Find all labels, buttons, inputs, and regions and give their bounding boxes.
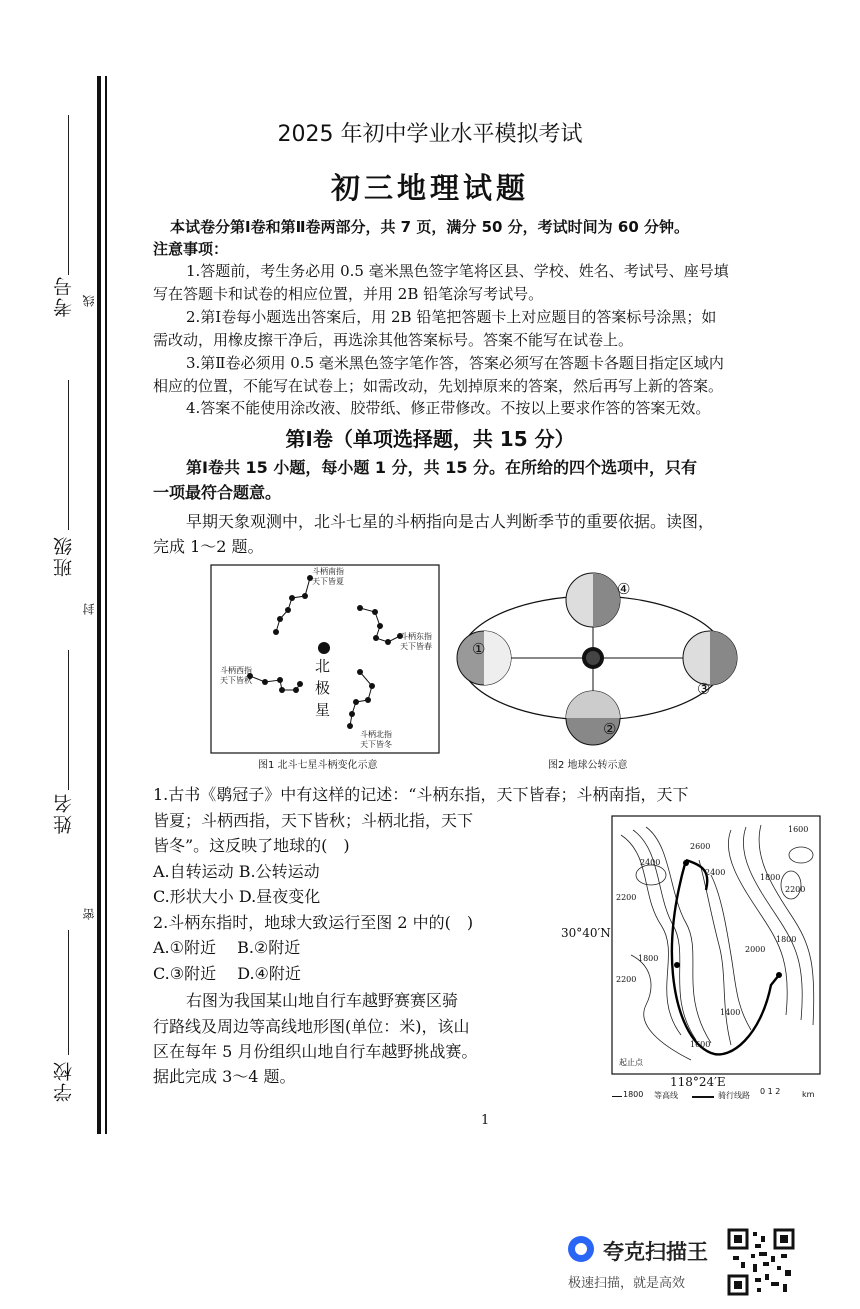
context1-line-1: 早期天象观测中，北斗七星的斗柄指向是古人判断季节的重要依据。读图， [186, 512, 715, 531]
polaris-label: 北极星 [315, 657, 331, 719]
notice-line-4: 需改动，用橡皮擦干净后，再选涂其他答案标号。答案不能写在试卷上。 [153, 331, 634, 349]
exam-intro: 本试卷分第Ⅰ卷和第Ⅱ卷两部分，共 7 页，满分 50 分，考试时间为 60 分钟。 [170, 218, 689, 236]
notice-line-7: 4.答案不能使用涂改液、胶带纸、修正带修改。不按以上要求作答的答案无效。 [186, 399, 711, 417]
q1-options-ab: A.自转运动 B.公转运动 [153, 862, 320, 881]
fig1-label-south: 斗柄南指 天下皆夏 [312, 567, 344, 586]
notice-line-6: 相应的位置，不能写在试卷上；如需改动，先划掉原来的答案，然后再写上新的答案。 [153, 377, 724, 395]
watermark-brand: 夸克扫描王 [603, 1240, 708, 1264]
exam-no-label: 考号 [53, 275, 75, 317]
qr-code-icon [727, 1228, 795, 1296]
q1-options-cd: C.形状大小 D.昼夜变化 [153, 887, 321, 906]
contour-map [611, 815, 821, 1075]
map-legend [612, 1087, 822, 1104]
fig1-label-north: 斗柄北指 天下皆冬 [360, 730, 392, 749]
map-start-label: 起止点 [619, 1058, 643, 1067]
fig2-mark-1: ① [472, 640, 486, 658]
fig1-label-east: 斗柄东指 天下皆春 [400, 632, 432, 651]
school-line [68, 930, 69, 1055]
binding-line-thin [105, 76, 107, 1134]
legend-route-label: 骑行线路 [718, 1091, 750, 1100]
map-contour-label-1800b: 1800 [638, 954, 659, 963]
map-contour-label-2400b: 2400 [705, 868, 726, 877]
context2-line-3: 区在每年 5 月份组织山地自行车越野挑战赛。 [153, 1042, 478, 1061]
map-contour-label-2600: 2600 [690, 842, 711, 851]
map-contour-label-2200a: 2200 [785, 885, 806, 894]
seal-mark: 封 [82, 603, 96, 615]
legend-scale: 0 1 2 [760, 1087, 781, 1096]
figure2-earth-orbit [448, 568, 738, 758]
q1-line-3: 皆冬”。这反映了地球的( ) [153, 836, 350, 855]
map-contour-label-2200c: 2200 [616, 975, 637, 984]
legend-contour-value: 1800 [623, 1090, 644, 1099]
map-contour-label-1400: 1400 [720, 1008, 741, 1017]
map-contour-label-2200b: 2200 [616, 893, 637, 902]
notice-line-2: 写在答题卡和试卷的相应位置，并用 2B 铅笔涂写考试号。 [153, 285, 544, 303]
binding-line-thick [97, 76, 101, 1134]
figure2-caption: 图2 地球公转示意 [548, 760, 628, 771]
section1-heading: 第Ⅰ卷（单项选择题，共 15 分） [285, 427, 575, 451]
context2-line-1: 右图为我国某山地自行车越野赛赛区骑 [186, 991, 459, 1010]
context2-line-2: 行路线及周边等高线地形图(单位：米)，该山 [153, 1017, 470, 1036]
fig2-mark-3: ③ [697, 680, 711, 698]
map-contour-label-2400a: 2400 [640, 858, 661, 867]
notice-line-5: 3.第Ⅱ卷必须用 0.5 毫米黑色签字笔作答，答案必须写在答题卡各题目指定区域内 [186, 354, 724, 372]
legend-route-line [692, 1096, 714, 1098]
exam-title: 2025 年初中学业水平模拟考试 [277, 122, 583, 147]
q2-options-ab: A.①附近 B.②附近 [153, 938, 301, 957]
watermark-slogan: 极速扫描，就是高效 [568, 1276, 686, 1291]
map-latitude: 30°40′N [561, 926, 611, 940]
map-contour-label-1800a: 1800 [760, 873, 781, 882]
fig2-mark-2: ② [603, 720, 617, 738]
name-line [68, 650, 69, 790]
legend-contour-line [612, 1096, 622, 1097]
map-contour-label-2000: 2000 [745, 945, 766, 954]
page-number: 1 [481, 1113, 490, 1128]
notice-title: 注意事项： [153, 240, 229, 258]
name-label: 姓名 [53, 792, 75, 834]
map-contour-label-1600b: 1600 [690, 1040, 711, 1049]
figure1-caption: 图1 北斗七星斗柄变化示意 [258, 760, 378, 771]
quark-logo-icon [568, 1236, 594, 1262]
notice-line-1: 1.答题前，考生务必用 0.5 毫米黑色签字笔将区县、学校、姓名、考试号、座号填 [186, 262, 729, 280]
class-line-top [68, 380, 69, 530]
q1-line-1: 1.古书《鹖冠子》中有这样的记述：“斗柄东指，天下皆春；斗柄南指，天下 [153, 785, 689, 804]
secret-mark: 密 [82, 908, 96, 920]
map-contour-label-1600a: 1600 [788, 825, 809, 834]
q1-line-2: 皆夏；斗柄西指，天下皆秋；斗柄北指，天下 [153, 811, 474, 830]
subject-title: 初三地理试题 [330, 171, 529, 205]
fig1-label-west: 斗柄西指 天下皆秋 [220, 666, 252, 685]
section1-desc-2: 一项最符合题意。 [153, 483, 282, 502]
map-longitude: 118°24′E [670, 1075, 726, 1089]
line-mark: 线 [82, 295, 96, 307]
school-label: 学校 [53, 1060, 75, 1102]
q2-options-cd: C.③附近 D.④附近 [153, 964, 301, 983]
q2-stem: 2.斗柄东指时，地球大致运行至图 2 中的( ) [153, 913, 474, 932]
notice-line-3: 2.第Ⅰ卷每小题选出答案后，用 2B 铅笔把答题卡上对应题目的答案标号涂黑；如 [186, 308, 717, 326]
map-contour-label-1800c: 1800 [776, 935, 797, 944]
fig2-mark-4: ④ [617, 580, 631, 598]
context2-line-4: 据此完成 3～4 题。 [153, 1067, 296, 1086]
section1-desc-1: 第Ⅰ卷共 15 小题，每小题 1 分，共 15 分。在所给的四个选项中，只有 [186, 458, 698, 477]
context1-line-2: 完成 1～2 题。 [153, 537, 264, 556]
class-label: 班级 [53, 535, 75, 577]
legend-contour-label: 等高线 [654, 1091, 678, 1100]
legend-scale-unit: km [802, 1090, 815, 1099]
